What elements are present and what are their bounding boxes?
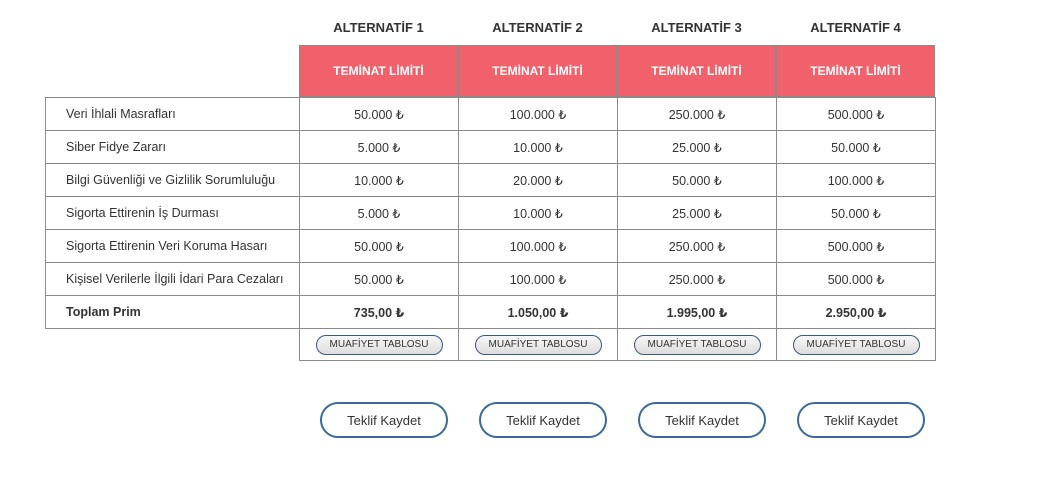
cell-value: 50.000 ₺	[777, 197, 936, 230]
alternative-header-3: ALTERNATİF 3	[651, 20, 742, 35]
cell-value: 50.000 ₺	[300, 230, 459, 263]
cell-value: 100.000 ₺	[459, 263, 618, 296]
cell-value: 50.000 ₺	[300, 263, 459, 296]
coverage-limit-header-4: TEMİNAT LİMİTİ	[776, 45, 935, 97]
row-label: Siber Fidye Zararı	[46, 131, 300, 164]
exemption-cell	[300, 329, 459, 361]
table-row	[46, 98, 936, 131]
save-offer-button-2[interactable]: Teklif Kaydet	[479, 402, 607, 438]
exemption-table-button[interactable]: MUAFİYET TABLOSU	[634, 335, 761, 355]
total-premium-value: 2.950,00 ₺	[777, 296, 936, 329]
row-label: Sigorta Ettirenin İş Durması	[46, 197, 300, 230]
cell-value: 5.000 ₺	[300, 131, 459, 164]
total-premium-value: 1.050,00 ₺	[459, 296, 618, 329]
exemption-cell	[777, 329, 936, 361]
row-label: Veri İhlali Masrafları	[46, 98, 300, 131]
row-label: Kişisel Verilerle İlgili İdari Para Cezaları	[46, 263, 300, 296]
cell-value: 10.000 ₺	[300, 164, 459, 197]
total-premium-label: Toplam Prim	[46, 296, 300, 329]
exemption-table-button[interactable]: MUAFİYET TABLOSU	[316, 335, 443, 355]
cell-value: 250.000 ₺	[618, 263, 777, 296]
row-label: Bilgi Güvenliği ve Gizlilik Sorumluluğu	[46, 164, 300, 197]
exemption-cell	[618, 329, 777, 361]
exemption-cell	[459, 329, 618, 361]
table-row	[46, 131, 936, 164]
exemption-table-button[interactable]: MUAFİYET TABLOSU	[793, 335, 920, 355]
cell-value: 250.000 ₺	[618, 230, 777, 263]
cell-value: 100.000 ₺	[459, 98, 618, 131]
alternative-header-4: ALTERNATİF 4	[810, 20, 901, 35]
cell-value: 50.000 ₺	[300, 98, 459, 131]
alternative-header-2: ALTERNATİF 2	[492, 20, 583, 35]
exemption-row	[46, 329, 936, 361]
table-row	[46, 164, 936, 197]
cell-value: 5.000 ₺	[300, 197, 459, 230]
coverage-limit-header-2: TEMİNAT LİMİTİ	[458, 45, 617, 97]
save-offer-button-3[interactable]: Teklif Kaydet	[638, 402, 766, 438]
cell-value: 100.000 ₺	[777, 164, 936, 197]
cell-value: 10.000 ₺	[459, 131, 618, 164]
cell-value: 100.000 ₺	[459, 230, 618, 263]
cell-value: 500.000 ₺	[777, 98, 936, 131]
coverage-limit-header-3: TEMİNAT LİMİTİ	[617, 45, 776, 97]
alternative-header-1: ALTERNATİF 1	[333, 20, 424, 35]
table-row	[46, 230, 936, 263]
cell-value: 25.000 ₺	[618, 131, 777, 164]
coverage-limit-header-1: TEMİNAT LİMİTİ	[299, 45, 458, 97]
total-premium-value: 735,00 ₺	[300, 296, 459, 329]
cell-value: 20.000 ₺	[459, 164, 618, 197]
cell-value: 10.000 ₺	[459, 197, 618, 230]
cell-value: 50.000 ₺	[618, 164, 777, 197]
total-premium-value: 1.995,00 ₺	[618, 296, 777, 329]
save-offer-button-4[interactable]: Teklif Kaydet	[797, 402, 925, 438]
empty-cell	[46, 329, 300, 361]
exemption-table-button[interactable]: MUAFİYET TABLOSU	[475, 335, 602, 355]
table-row	[46, 197, 936, 230]
cell-value: 500.000 ₺	[777, 230, 936, 263]
total-premium-row	[46, 296, 936, 329]
cell-value: 250.000 ₺	[618, 98, 777, 131]
row-label: Sigorta Ettirenin Veri Koruma Hasarı	[46, 230, 300, 263]
cell-value: 50.000 ₺	[777, 131, 936, 164]
coverage-table	[45, 97, 936, 361]
table-row	[46, 263, 936, 296]
cell-value: 500.000 ₺	[777, 263, 936, 296]
cell-value: 25.000 ₺	[618, 197, 777, 230]
save-offer-button-1[interactable]: Teklif Kaydet	[320, 402, 448, 438]
